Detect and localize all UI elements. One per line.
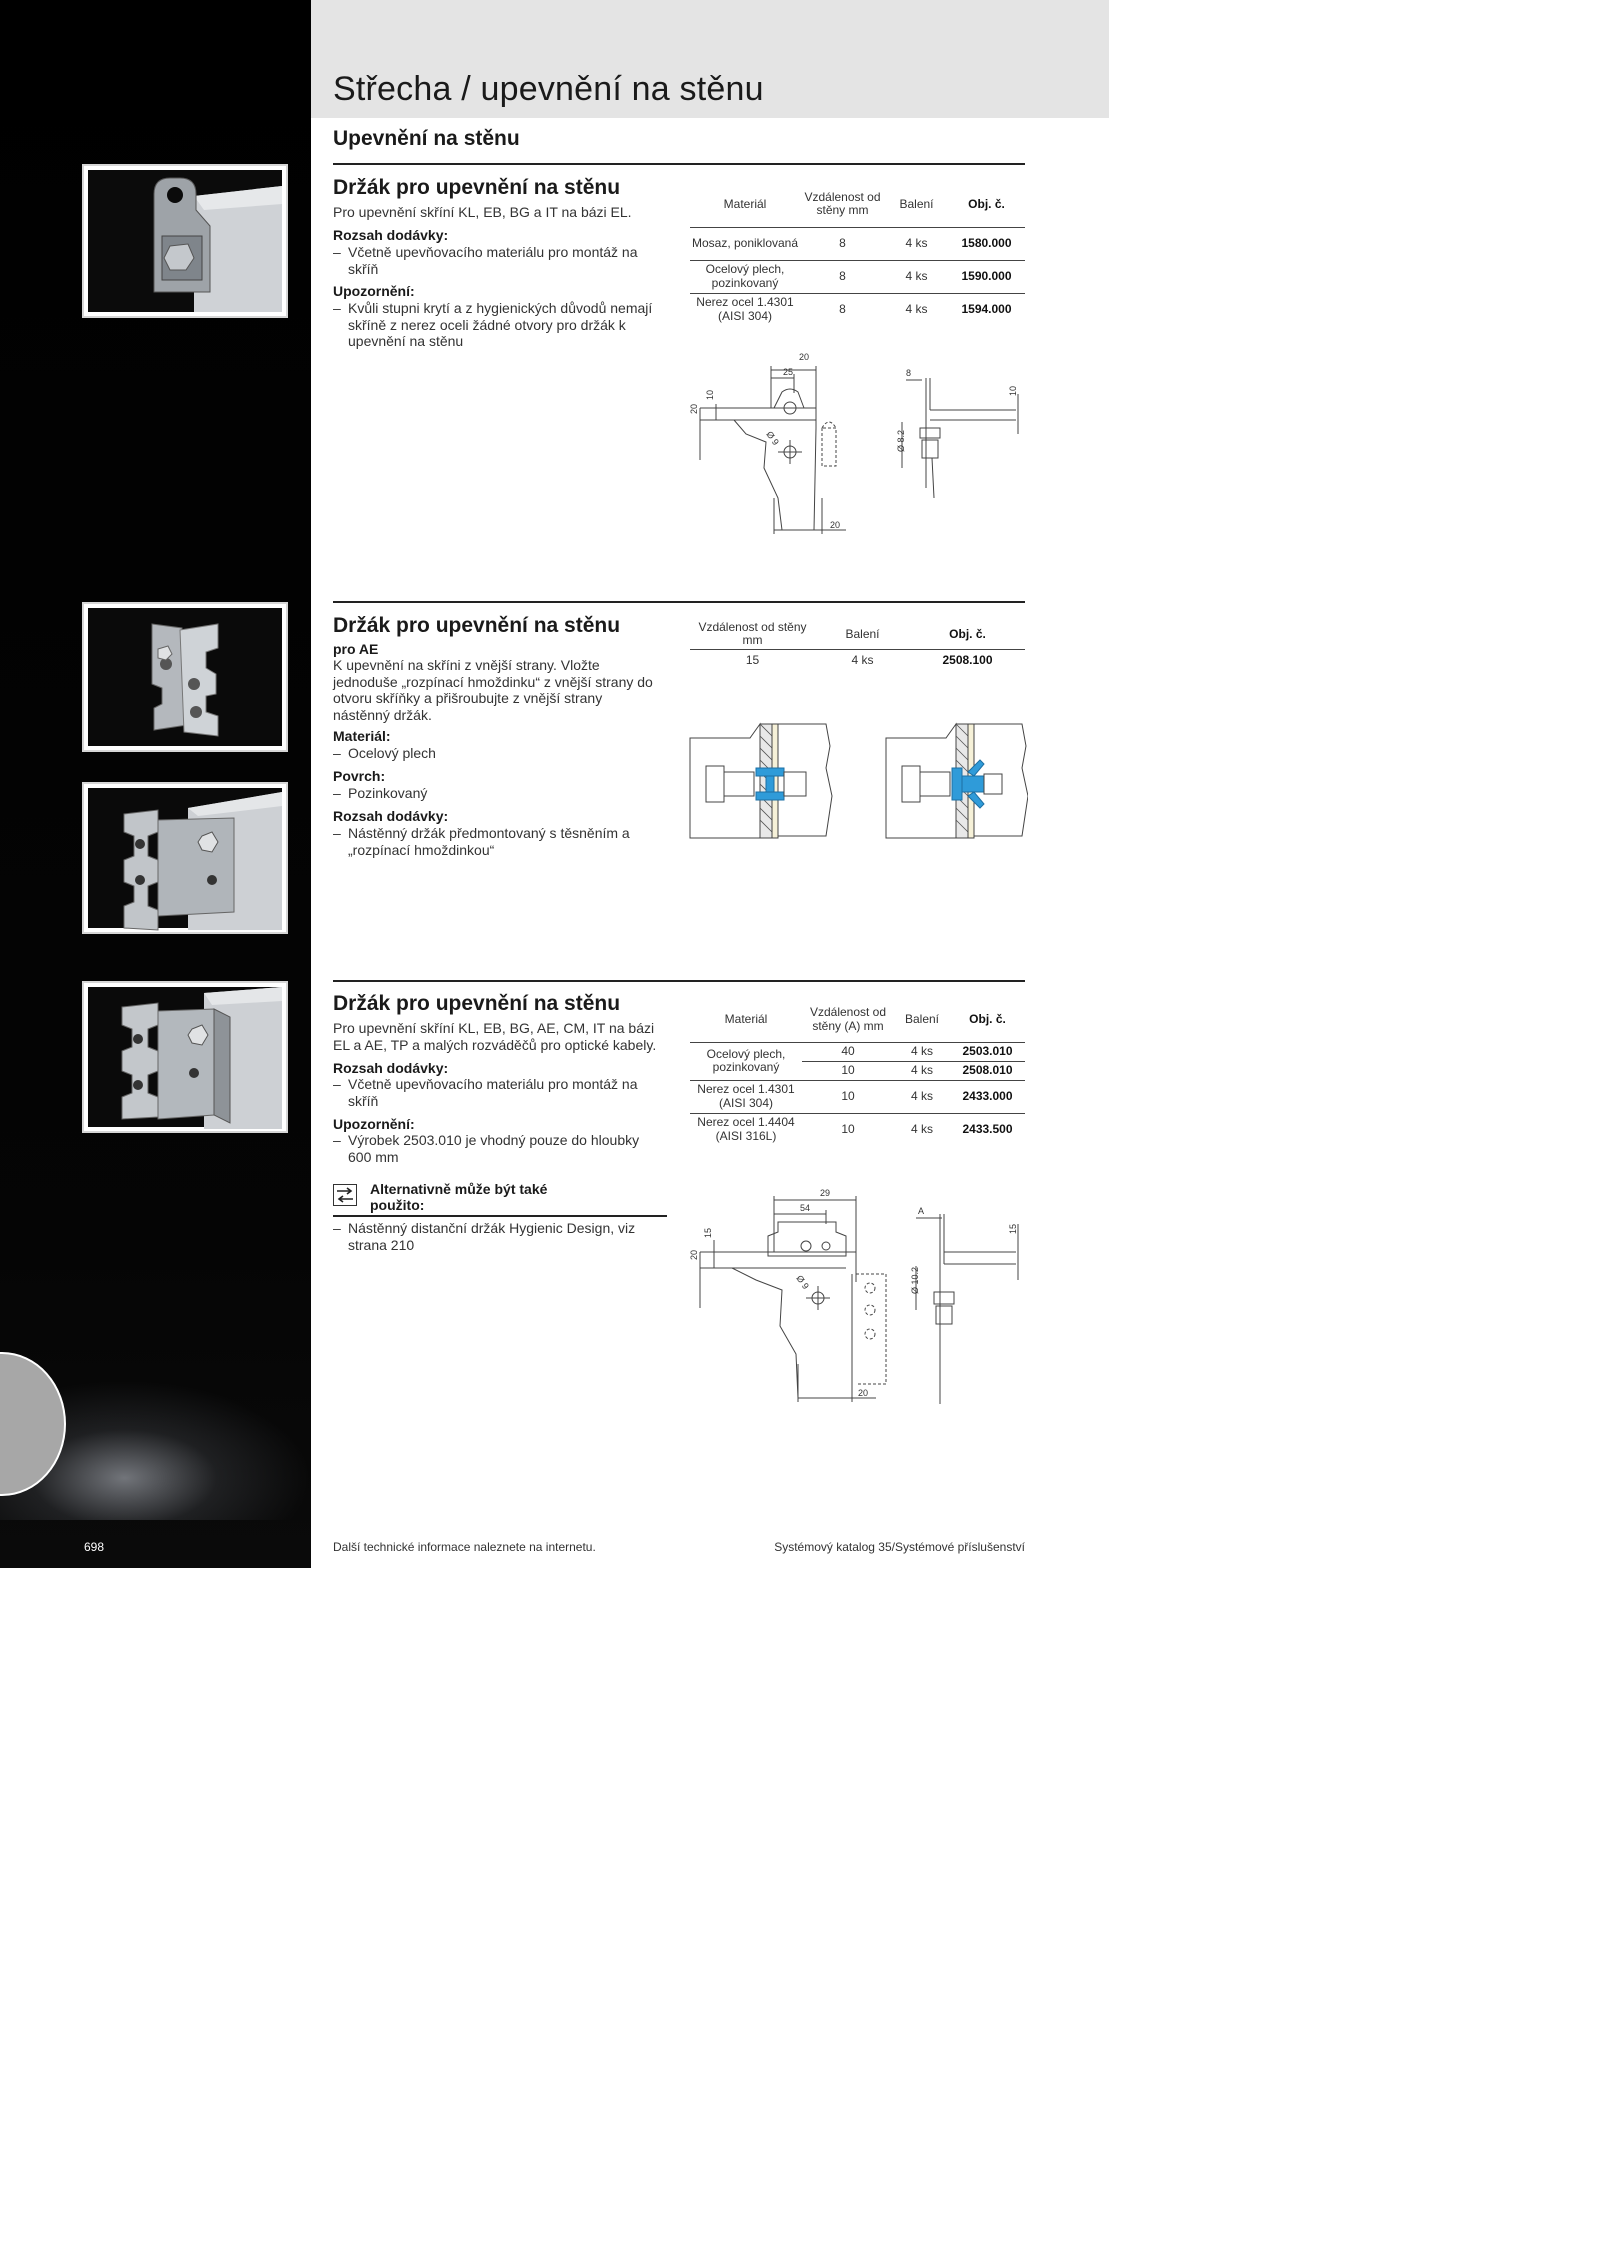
dim-label: Ø 9 — [764, 429, 781, 448]
product-photo-3 — [82, 981, 288, 1133]
table-row: Ocelový plech, pozinkovaný 8 4 ks 1590.000 — [690, 260, 1025, 293]
th-material: Materiál — [690, 182, 800, 227]
product-2-scope-item: – Nástěnný držák předmontovaný s těsněním a „rozpínací hmoždinkou“ — [333, 825, 630, 858]
alternative-box — [333, 1181, 667, 1217]
alternative-heading: Alternativně může být také použito: — [370, 1181, 548, 1213]
th-material: Materiál — [690, 998, 802, 1042]
th-code: Obj. č. — [948, 182, 1025, 227]
installation-view-before — [690, 724, 832, 838]
footer-catalog: Systémový katalog 35/Systémové příslušenství — [774, 1540, 1025, 1554]
dim-label: 29 — [820, 1188, 831, 1198]
dim-label: 15 — [703, 1227, 713, 1238]
th-code: Obj. č. — [910, 620, 1025, 649]
product-3-intro: Pro upevnění skříní KL, EB, BG, AE, CM, IT na bázi EL a AE, TP a malých rozváděčů pro optické kabely. — [333, 1020, 657, 1053]
product-2-installation-drawing — [688, 716, 1028, 846]
product-2-subtitle: pro AE — [333, 641, 379, 657]
product-3-title: Držák pro upevnění na stěnu — [333, 992, 621, 1015]
installation-view-after — [886, 724, 1028, 838]
table-row: 15 4 ks 2508.100 — [745, 652, 993, 667]
product-2-title: Držák pro upevnění na stěnu — [333, 614, 621, 637]
th-distance: Vzdálenost od stěny mm — [800, 182, 885, 227]
dim-label: 15 — [1008, 1223, 1018, 1234]
product-2-surface-heading: Povrch: — [333, 768, 386, 784]
product-3-scope-heading: Rozsah dodávky: — [333, 1060, 449, 1076]
product-2-table — [690, 620, 1025, 671]
section-divider-3 — [333, 980, 1025, 982]
section-divider-1 — [333, 163, 1025, 165]
product-2-scope-heading: Rozsah dodávky: — [333, 808, 449, 824]
alternative-item: – Nástěnný distanční držák Hygienic Design, viz strana 210 — [333, 1220, 636, 1253]
table-row: Nerez ocel 1.4301 (AISI 304) 8 4 ks 1594.000 — [696, 295, 1012, 323]
th-pack: Balení — [894, 998, 950, 1042]
product-3-note-item: – Výrobek 2503.010 je vhodný pouze do hloubky 600 mm — [333, 1132, 640, 1165]
dim-label: 20 — [858, 1388, 869, 1398]
product-1-scope-item: – Včetně upevňovacího materiálu pro montáž na skříň — [333, 244, 638, 277]
th-code: Obj. č. — [950, 998, 1025, 1042]
dim-label: 25 — [783, 367, 794, 377]
product-1-title: Držák pro upevnění na stěnu — [333, 176, 621, 199]
section-title: Upevnění na stěnu — [333, 127, 520, 150]
product-photo-2a — [82, 602, 288, 752]
product-3-technical-drawing — [686, 1184, 1031, 1406]
product-2-material-item: – Ocelový plech — [333, 745, 436, 761]
dim-label: 8 — [906, 368, 912, 378]
dim-label: 10 — [705, 389, 715, 400]
th-pack: Balení — [885, 182, 948, 227]
dim-label: Ø 10.2 — [910, 1266, 920, 1294]
product-1-note-item: – Kvůli stupni krytí a z hygienických důvodů nemají skříně z nerez oceli žádné otvory pro držák k upevnění na stěnu — [333, 300, 653, 349]
dim-label: A — [918, 1206, 925, 1216]
table-row: Nerez ocel 1.4301 (AISI 304) 10 4 ks 2433.000 — [690, 1080, 1025, 1113]
page-number: 698 — [84, 1540, 105, 1554]
product-1-scope-heading: Rozsah dodávky: — [333, 227, 449, 243]
th-pack: Balení — [815, 620, 910, 649]
product-1-intro: Pro upevnění skříní KL, EB, BG a IT na bázi EL. — [333, 204, 632, 220]
dim-label: 20 — [830, 520, 841, 530]
product-1-table — [690, 182, 1025, 326]
dim-label: 20 — [799, 352, 810, 362]
table-row: 10 4 ks 2508.010 — [690, 1061, 1025, 1080]
dim-label: Ø 9 — [794, 1273, 811, 1292]
product-2-surface-item: – Pozinkovaný — [333, 785, 428, 801]
page-title: Střecha / upevnění na stěnu — [333, 70, 764, 108]
product-1-technical-drawing — [686, 348, 1031, 538]
dim-label: 20 — [689, 1249, 699, 1260]
table-row: Mosaz, poniklovaná 8 4 ks 1580.000 — [690, 227, 1025, 260]
dim-label: 54 — [800, 1203, 811, 1213]
swap-arrows-icon — [333, 1184, 357, 1206]
dim-label: 20 — [689, 403, 699, 414]
dim-label: 10 — [1008, 385, 1018, 396]
product-2-material-heading: Materiál: — [333, 728, 391, 744]
product-3-table — [690, 998, 1025, 1146]
th-distance: Vzdálenost od stěny (A) mm — [802, 998, 894, 1042]
dim-label: Ø 8.2 — [896, 429, 906, 452]
product-3-note-heading: Upozornění: — [333, 1116, 415, 1132]
footer-info: Další technické informace naleznete na internetu. — [333, 1540, 596, 1554]
table-row: Nerez ocel 1.4404 (AISI 316L) 10 4 ks 2433.500 — [697, 1115, 1013, 1143]
th-distance: Vzdálenost od stěny mm — [690, 620, 815, 649]
table-row: Ocelový plech, pozinkovaný 40 4 ks 2503.010 — [690, 1042, 1025, 1061]
product-2-intro: K upevnění na skříni z vnější strany. Vložte jednoduše „rozpínací hmoždinku“ z vnější strany do otvoru skříňky a přišroubujte z vnější strany nástěnný držák. — [333, 657, 653, 723]
product-3-scope-item: – Včetně upevňovacího materiálu pro montáž na skříň — [333, 1076, 638, 1109]
product-photo-1 — [82, 164, 288, 318]
product-photo-2b — [82, 782, 288, 934]
product-1-note-heading: Upozornění: — [333, 283, 415, 299]
section-divider-2 — [333, 601, 1025, 603]
